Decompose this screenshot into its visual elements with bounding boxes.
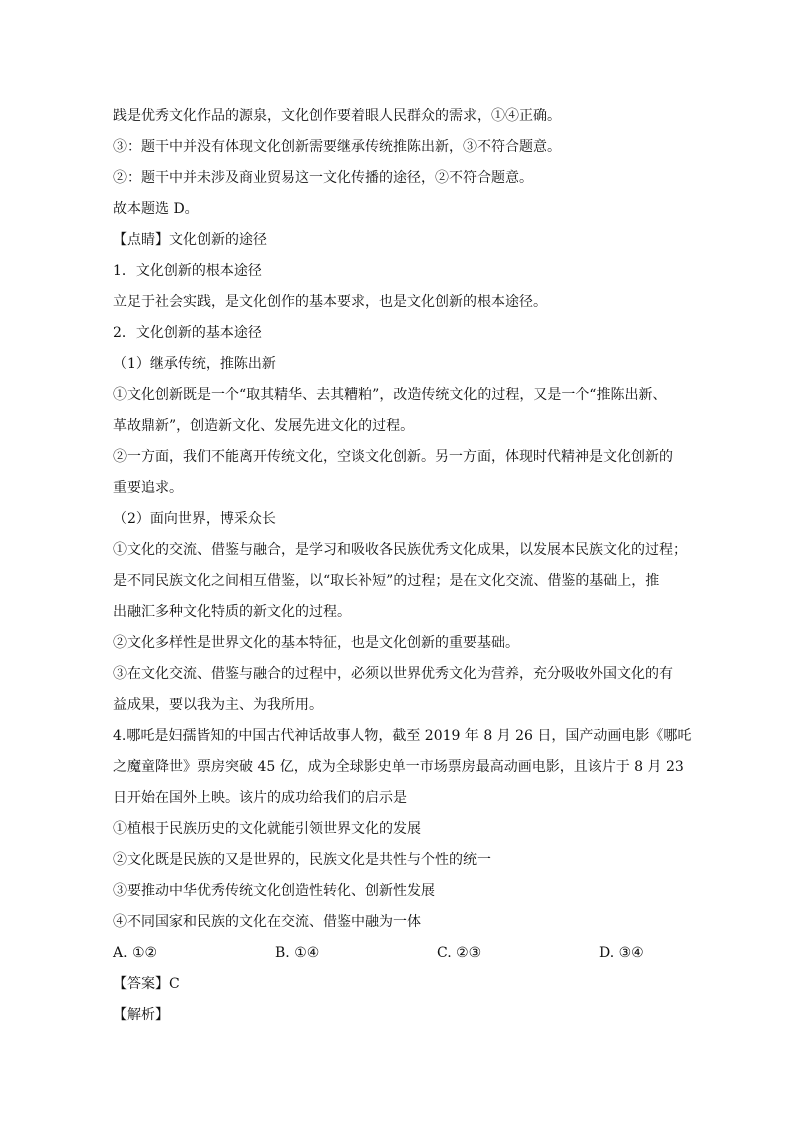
text-line: ③：题干中并没有体现文化创新需要继承传统推陈出新，③不符合题意。 xyxy=(113,139,561,155)
text-line: （1）继承传统，推陈出新 xyxy=(113,356,276,372)
answer-options xyxy=(113,938,683,969)
text-line: 故本题选 D。 xyxy=(113,201,199,217)
text-line: 革故鼎新”，创造新文化、发展先进文化的过程。 xyxy=(113,418,415,434)
text-line: ①文化的交流、借鉴与融合，是学习和吸收各民族优秀文化成果，以发展本民族文化的过程； xyxy=(113,542,687,558)
text-line: 益成果，要以我为主、为我所用。 xyxy=(113,697,323,713)
question-stem: 4.哪吒是妇孺皆知的中国古代神话故事人物，截至 2019 年 8 月 26 日，国产动画电影《哪吒 xyxy=(113,728,692,744)
statement-3: ③要推动中华优秀传统文化创造性转化、创新性发展 xyxy=(113,883,435,899)
text-line: 践是优秀文化作品的源泉，文化创作要着眼人民群众的需求，①④正确。 xyxy=(113,108,561,124)
section-heading: 【点睛】文化创新的途径 xyxy=(113,232,267,248)
text-line: 立足于社会实践，是文化创作的基本要求，也是文化创新的根本途径。 xyxy=(113,294,547,310)
text-line: 1．文化创新的根本途径 xyxy=(113,263,262,279)
statement-4: ④不同国家和民族的文化在交流、借鉴中融为一体 xyxy=(113,914,421,930)
question-stem: 之魔童降世》票房突破 45 亿，成为全球影史单一市场票房最高动画电影，且该片于 8 月 23 xyxy=(113,759,684,775)
statement-2: ②文化既是民族的又是世界的，民族文化是共性与个性的统一 xyxy=(113,852,491,868)
option-d: D. ③④ xyxy=(599,945,644,961)
text-line: ②文化多样性是世界文化的基本特征，也是文化创新的重要基础。 xyxy=(113,635,519,651)
text-line: 出融汇多种文化特质的新文化的过程。 xyxy=(113,604,351,620)
text-line: ②一方面，我们不能离开传统文化，空谈文化创新。另一方面，体现时代精神是文化创新的 xyxy=(113,449,673,465)
text-line: ③在文化交流、借鉴与融合的过程中，必须以世界优秀文化为营养，充分吸收外国文化的有 xyxy=(113,666,673,682)
answer-line: 【答案】C xyxy=(113,976,180,992)
option-a: A. ①② xyxy=(113,945,158,961)
text-line: ①文化创新既是一个“取其精华、去其糟粕”，改造传统文化的过程，又是一个“推陈出新、 xyxy=(113,387,667,403)
document-body xyxy=(113,101,692,1031)
statement-1: ①植根于民族历史的文化就能引领世界文化的发展 xyxy=(113,821,421,837)
text-line: （2）面向世界，博采众长 xyxy=(113,511,276,527)
text-line: 2．文化创新的基本途径 xyxy=(113,325,262,341)
text-line: 重要追求。 xyxy=(113,480,183,496)
option-c: C. ②③ xyxy=(437,945,482,961)
option-b: B. ①④ xyxy=(275,945,320,961)
text-line: ②：题干中并未涉及商业贸易这一文化传播的途径，②不符合题意。 xyxy=(113,170,533,186)
analysis-heading: 【解析】 xyxy=(113,1007,169,1023)
question-stem: 日开始在国外上映。该片的成功给我们的启示是 xyxy=(113,790,407,806)
text-line: 是不同民族文化之间相互借鉴，以“取长补短”的过程；是在文化交流、借鉴的基础上，推 xyxy=(113,573,660,589)
